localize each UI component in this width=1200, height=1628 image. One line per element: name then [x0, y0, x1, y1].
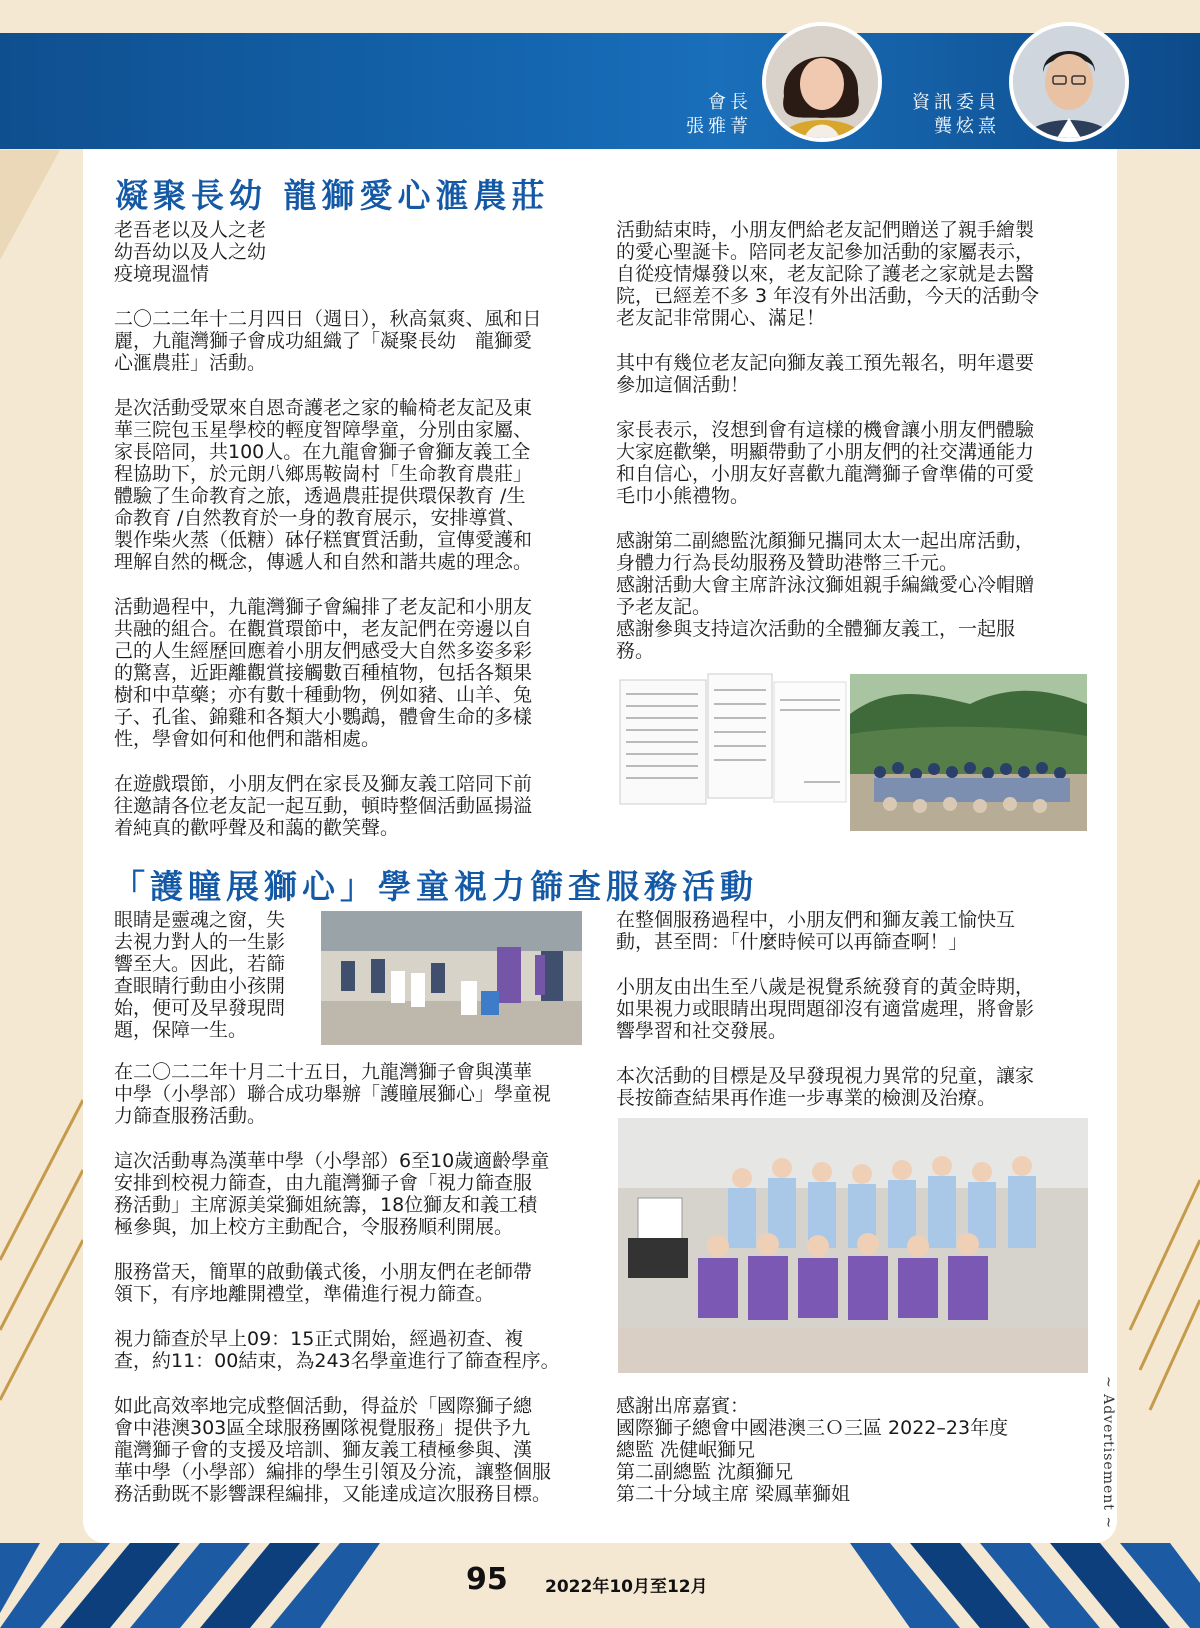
article-2-paragraph: 本次活動的目標是及早發現視力異常的兒童，讓家 長按篩查結果再作進一步專業的檢測及治療。 — [616, 1065, 1035, 1109]
it-committee-portrait — [1009, 22, 1129, 142]
article-2-intro — [114, 909, 312, 1064]
article-1-intro-poem: 老吾老以及人之老 幼吾幼以及人之幼 疫境現溫情 — [114, 219, 267, 285]
article-2-paragraph: 在整個服務過程中，小朋友們和獅友義工愉快互 動，甚至問：「什麼時候可以再篩查啊！」 — [616, 909, 1016, 953]
article-2-thanks — [616, 1395, 1096, 1528]
article-2-paragraph: 服務當天，簡單的啟動儀式後，小朋友們在老師帶 領下，有序地離開禮堂，準備進行視力篩查。 — [114, 1261, 533, 1305]
president-portrait — [762, 22, 882, 142]
eye-screening-photo — [321, 911, 582, 1045]
issue-date: 2022年10月至12月 — [545, 1577, 708, 1597]
article-1-paragraph: 在遊戲環節，小朋友們在家長及獅友義工陪同下前 往邀請各位老友記一起互動，頓時整個活動區揚溢 着純真的歡呼聲及和藹的歡笑聲。 — [114, 773, 533, 839]
article-2-left-column — [114, 1061, 589, 1528]
article-1-paragraph: 是次活動受眾來自恩奇護老之家的輪椅老友記及東 華三院包玉星學校的輕度智障學童，分別由家屬、 家長陪同，共100人。在九龍會獅子會獅友義工全 程協助下，於元朗八鄉馬鞍崗村「生命教育農莊」 體驗了生命教育之旅，透過農莊提供環保教育 /生 命教育 /自然教育於一身的教育展示，安排導賞、 製作柴火蒸（低糖）砵仔糕實質活動，宣傳愛護和 理解自然的概念，傳遞人和自然和諧共處的理念。 — [114, 397, 533, 573]
page-number: 95 — [466, 1562, 508, 1597]
article-2-title: 「護瞳展獅心」學童視力篩查服務活動 — [112, 867, 758, 906]
handwritten-cards-photo — [618, 672, 848, 820]
officer-role-president: 會長 — [708, 92, 752, 113]
article-2-paragraph: 在二〇二二年十月二十五日，九龍灣獅子會與漢華 中學（小學部）聯合成功舉辦「護瞳展獅心」學童視 力篩查服務活動。 — [114, 1061, 552, 1127]
article-2-intro-text: 眼睛是靈魂之窗，失 去視力對人的一生影 響至大。因此，若篩 查眼睛行動由小孩開 始，便可及早發現問 題，保障一生。 — [114, 909, 286, 1041]
article-2-paragraph: 小朋友由出生至八歲是視覺系統發育的黃金時期， 如果視力或眼睛出現問題卻沒有適當處理，將會影 響學習和社交發展。 — [616, 976, 1035, 1042]
article-1-paragraph: 其中有幾位老友記向獅友義工預先報名，明年還要 參加這個活動！ — [616, 352, 1035, 396]
article-2-paragraph: 視力篩查於早上09：15正式開始，經過初查、複 查，約11：00結束，為243名學童進行了篩查程序。 — [114, 1328, 560, 1372]
article-1-paragraph: 活動過程中，九龍灣獅子會編排了老友記和小朋友 共融的組合。在觀賞環節中，老友記們在旁邊以自 己的人生經歷回應着小朋友們感受大自然多姿多彩 的驚喜，近距離觀賞接觸數百種植物，包括各類果 樹和中草藥；亦有數十種動物，例如豬、山羊、兔 子、孔雀、錦雞和各類大小鸚鵡，體會生命的多樣 性，學會如何和他們和諧相處。 — [114, 596, 533, 750]
article-2-paragraph: 如此高效率地完成整個活動，得益於「國際獅子總 會中港澳303區全球服務團隊視覺服務」提供予九 龍灣獅子會的支援及培訓、獅友義工積極參與、漢 華中學（小學部）編排的學生引領及分流，讓整個服 務活動既不影響課程編排，又能達成這次服務目標。 — [114, 1395, 552, 1505]
article-1-left-column — [114, 219, 589, 862]
volunteer-group-photo — [618, 1118, 1088, 1373]
article-1-paragraph: 感謝第二副總監沈顏獅兄攜同太太一起出席活動， 身體力行為長幼服務及贊助港幣三千元。 感謝活動大會主席許泳汶獅姐親手編織愛心冷帽贈 予老友記。 感謝參與支持這次活動的全體獅友義工，一起服 務。 — [616, 530, 1035, 662]
article-1-paragraph: 活動結束時，小朋友們給老友記們贈送了親手繪製 的愛心聖誕卡。陪同老友記參加活動的家屬表示， 自從疫情爆發以來，老友記除了護老之家就是去醫 院，已經差不多 3 年沒有外出活動，今天的活動令 老友記非常開心、滿足！ — [616, 219, 1040, 329]
advertisement-label — [1094, 1376, 1116, 1448]
guests-thanks-text: 感謝出席嘉賓： 國際獅子總會中國港澳三Ｏ三區 2022–23年度 總監 冼健岷獅兄 第二副總監 沈顏獅兄 第二十分域主席 梁鳳華獅姐 — [616, 1395, 1009, 1505]
article-1-title: 凝聚長幼 龍獅愛心滙農莊 — [115, 176, 550, 215]
officer-name-it-committee: 龔炫熹 — [934, 116, 1000, 137]
farm-group-photo — [850, 674, 1087, 831]
officer-role-it-committee: 資訊委員 — [912, 92, 1000, 113]
article-2-paragraph: 這次活動專為漢華中學（小學部）6至10歲適齡學童 安排到校視力篩查，由九龍灣獅子會「視力篩查服 務活動」主席源美棠獅姐統籌，18位獅友和義工積 極參與，加上校方主動配合，令服務順利開展。 — [114, 1150, 550, 1238]
article-1-paragraph: 二〇二二年十二月四日（週日），秋高氣爽、風和日 麗，九龍灣獅子會成功組織了「凝聚長幼 龍獅愛 心滙農莊」活動。 — [114, 308, 542, 374]
officer-name-president: 張雅菁 — [686, 116, 752, 137]
article-2-right-column — [616, 909, 1096, 1132]
article-1-right-column — [616, 219, 1096, 685]
article-1-paragraph: 家長表示，沒想到會有這樣的機會讓小朋友們體驗 大家庭歡樂，明顯帶動了小朋友們的社交溝通能力 和自信心，小朋友好喜歡九龍灣獅子會準備的可愛 毛巾小熊禮物。 — [616, 419, 1035, 507]
